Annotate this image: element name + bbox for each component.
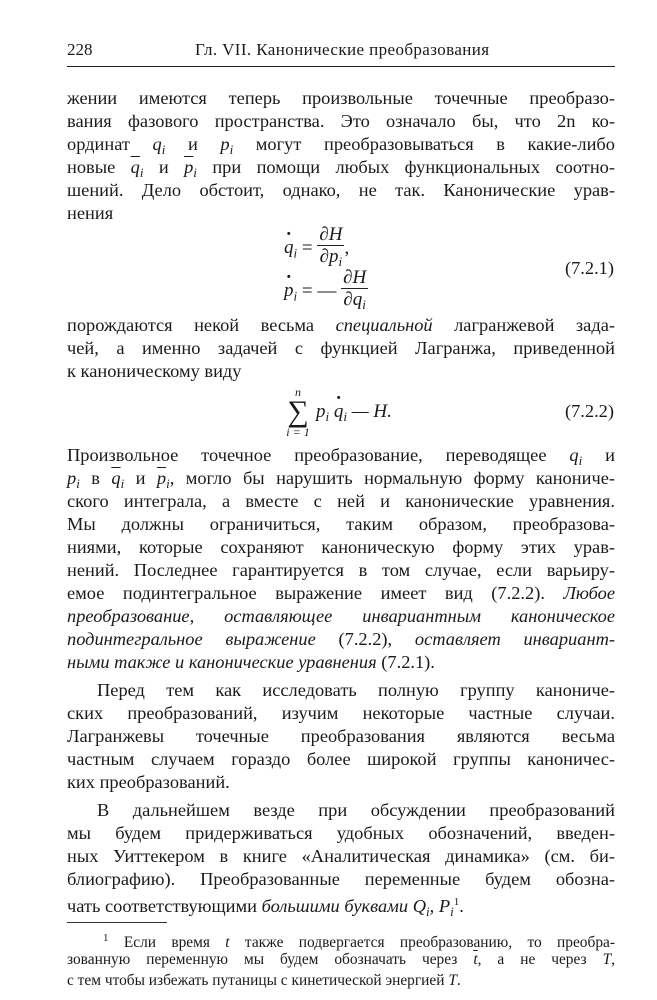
- text: и: [187, 134, 198, 154]
- p4-line-2: ских преобразований, изучим некоторые частные случаи.: [67, 703, 615, 723]
- emphasis: Любое: [563, 583, 615, 603]
- p3-line-8: преобразование, оставляющее инвариантным каноническое: [67, 606, 615, 626]
- text: и: [158, 157, 169, 177]
- math-qbar-i: $\overline{q}_i$: [130, 157, 144, 180]
- math-P-i: $P_i$: [438, 896, 454, 920]
- emphasis: ными также и канонические уравнения: [67, 652, 377, 672]
- p4-line-5: ких преобразований.: [67, 772, 230, 792]
- text: и: [605, 445, 615, 465]
- p2-line-2: чей, а именно задачей с функцией Лагранжа, приведенной: [67, 338, 615, 358]
- footnote-line-1: $^1$ Если время t также подвергается преобразованию, то преобра-: [103, 932, 615, 952]
- math-p-i: $p_i$: [67, 468, 80, 491]
- text: чать соответствующими: [67, 896, 257, 917]
- text: в: [91, 468, 100, 488]
- text: порождаются некой весьма: [67, 315, 315, 335]
- p1-line-6: нения: [67, 203, 114, 223]
- math-q-i: $q_i$: [569, 445, 583, 468]
- p1-line-1: жении имеются теперь произвольные точечные преобразо-: [67, 88, 615, 108]
- chapter-title: Гл. VII. Канонические преобразования: [195, 40, 490, 59]
- emphasis: специальной: [335, 315, 433, 335]
- text: , могло бы нарушить нормальную форму канониче-: [169, 468, 615, 488]
- text: (7.2.1).: [381, 652, 435, 672]
- page-number: 228: [67, 40, 93, 59]
- emphasis: подинтегральное выражение: [67, 629, 316, 649]
- footnote-marker: 1: [103, 932, 109, 944]
- math-pbar-i: $\overline{p}_i$: [156, 468, 170, 491]
- text: новые: [67, 157, 116, 177]
- text: ординат: [67, 134, 130, 154]
- footnote-line-2: зованную переменную мы будем обозначать через $\overline{t}$, а не через T,: [67, 951, 615, 968]
- equation-7-2-1-a: · $q_i$ = $\frac{\partial H}{\partial p_i}$ ,: [284, 225, 349, 273]
- equation-7-2-1-b: · $p_i$ = — $\frac{\partial H}{\partial q_i}$: [284, 268, 368, 316]
- summation-sign: n ∑ i = 1: [286, 385, 310, 439]
- p3-line-4: Мы должны ограничиться, таким образом, преобразова-: [67, 514, 615, 534]
- footnote-ref[interactable]: 1: [453, 896, 460, 908]
- p3-line-10: [67, 652, 615, 672]
- p3-line-3: ского интеграла, а вместе с ней и канонические уравнения.: [67, 491, 615, 511]
- p3-line-7: [67, 583, 615, 603]
- p1-line-2: вания фазового пространства. Это означало бы, что 2n ко-: [67, 111, 615, 131]
- equation-7-2-2: $p_i \cdot q_i$ — H.: [316, 401, 392, 425]
- text: Произвольное точечное преобразование, переводящее: [67, 445, 547, 465]
- p4-line-3: Лагранжевы точечные преобразования являются весьма: [67, 726, 615, 746]
- math-Q-i: $Q_i$: [412, 896, 430, 920]
- emphasis: оставляет инвариант-: [414, 629, 615, 649]
- math-pbar-i: $\overline{p}_i$: [184, 157, 197, 180]
- footnote-line-3: с тем чтобы избежать путаницы с кинетической энергией T.: [67, 972, 461, 989]
- text: могут преобразовываться в какие-либо: [255, 134, 615, 154]
- p5-line-4: блиографию). Преобразованные переменные будем обозна-: [67, 869, 615, 889]
- footnote-rule: [67, 922, 167, 923]
- p3-line-5: ниями, которые сохраняют каноническую форму этих урав-: [67, 537, 615, 557]
- text: при помощи любых функциональных соотно-: [212, 157, 615, 177]
- math-qbar-i: $\overline{q}_i$: [111, 468, 125, 491]
- p5-line-1: В дальнейшем везде при обсуждении преобразований: [97, 800, 615, 820]
- equation-number-7-2-2: (7.2.2): [564, 401, 614, 421]
- p4-line-4: частным случаем гораздо более широкой группы каноничес-: [67, 749, 615, 769]
- p5-line-3: ных Уиттекером в книге «Аналитическая динамика» (см. би-: [67, 846, 615, 866]
- p5-line-2: мы будем придерживаться удобных обозначений, введен-: [67, 823, 615, 843]
- p4-line-1: Перед тем как исследовать полную группу канониче-: [97, 680, 615, 700]
- math-q-i: $q_i$: [152, 134, 166, 157]
- p3-line-9: [67, 629, 615, 649]
- p3-line-6: нений. Последнее гарантируется в том случае, если варьиру-: [67, 560, 615, 580]
- text: лагранжевой зада-: [454, 315, 615, 335]
- emphasis: большими буквами: [261, 896, 409, 917]
- text: и: [135, 468, 146, 488]
- p2-line-3: к каноническому виду: [67, 361, 242, 381]
- p2-line-1: [67, 315, 615, 335]
- math-p-i: $p_i$: [220, 134, 234, 157]
- equation-number-7-2-1: (7.2.1): [564, 258, 614, 278]
- p5-line-5: чать соответствующими большими буквами $Q_i$, $P_i^1$.: [67, 896, 464, 920]
- p1-line-5: шений. Дело обстоит, однако, не так. Канонические урав-: [67, 180, 615, 200]
- header-rule: [67, 66, 615, 67]
- text: емое подинтегральное выражение имеет вид (7.2.2).: [67, 583, 545, 603]
- text: (7.2.2),: [338, 629, 393, 649]
